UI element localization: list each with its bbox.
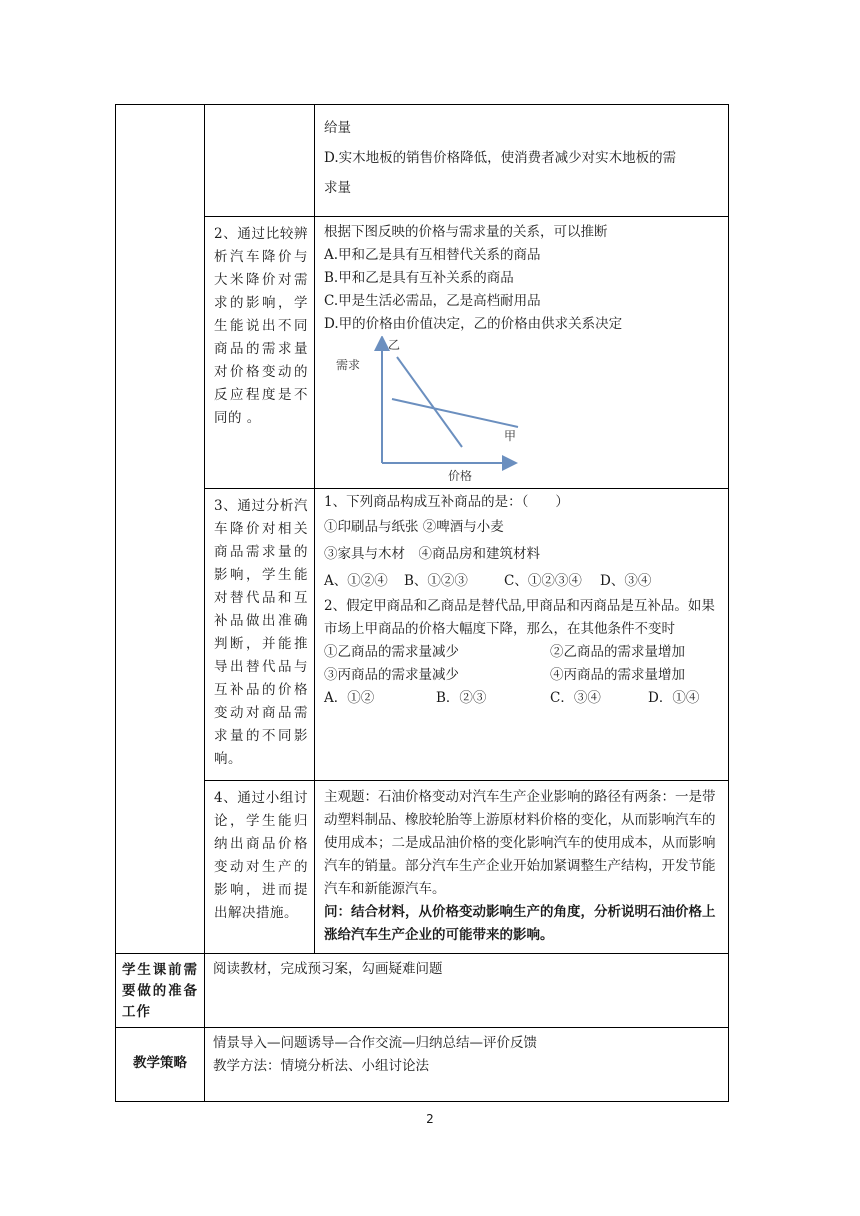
q3-1-stem: 1、下列商品构成互补商品的是：（ ） [324, 494, 569, 510]
q3-2-items-row-2 [324, 664, 723, 687]
q3-1-choices [324, 568, 723, 595]
objective-row-4 [116, 781, 729, 954]
q3-2-item-4: ④丙商品的需求量增加 [550, 667, 685, 683]
curve-jia [392, 399, 518, 427]
q4-material: 主观题：石油价格变动对汽车生产企业影响的路径有两条：一是带动塑料制品、橡胶轮胎等上游原材料价格的变化，从而影响汽车的使用成本；二是成品油价格的变化影响汽车的使用成本，从而影响汽车的销量。部分汽车生产企业开始加紧调整生产结构，开发节能汽车和新能源汽车。 [324, 789, 716, 897]
prep-content: 阅读教材，完成预习案，勾画疑难问题 [213, 961, 443, 977]
cont-line-1: 给量 [324, 120, 351, 136]
objective-row-3 [116, 489, 729, 781]
objective-4-text: 4、通过小组讨论，学生能归纳出商品价格变动对生产的影响，进而提出解决措施。 [214, 790, 308, 921]
q2-option-a: A.甲和乙是具有互相替代关系的商品 [324, 247, 541, 263]
q2-option-d: D.甲的价格由价值决定，乙的价格由供求关系决定 [324, 316, 623, 332]
q3-2-choice-a: A．①② [324, 690, 375, 706]
strategy-row [116, 1028, 729, 1102]
question-4-cell [315, 781, 729, 954]
merged-left-cell [116, 105, 205, 954]
demand-price-graph [328, 336, 528, 481]
label-jia: 甲 [504, 429, 517, 443]
continuation-row [116, 105, 729, 217]
page-number: 2 [426, 1112, 434, 1126]
q3-2-item-3: ③丙商品的需求量减少 [324, 667, 459, 683]
q3-2-choices [324, 687, 723, 710]
empty-objective-cell [205, 105, 315, 217]
objective-row-2 [116, 217, 729, 489]
label-demand: 需求 [336, 358, 361, 372]
strategy-label: 教学策略 [133, 1055, 187, 1071]
strategy-content-cell [205, 1028, 729, 1102]
strategy-line-1: 情景导入—问题诱导—合作交流—归纳总结—评价反馈 [213, 1035, 537, 1051]
q4-question: 问：结合材料，从价格变动影响生产的角度，分析说明石油价格上涨给汽车生产企业的可能带来的影响。 [324, 904, 716, 943]
question-3-cell [315, 489, 729, 781]
q3-2-stem: 2、假定甲商品和乙商品是替代品,甲商品和丙商品是互补品。如果市场上甲商品的价格大幅度下降，那么，在其他条件不变时 [324, 598, 715, 637]
q3-2-item-1: ①乙商品的需求量减少 [324, 644, 459, 660]
q3-2-choice-d: D．①④ [648, 690, 700, 706]
strategy-label-cell [116, 1028, 205, 1102]
q2-option-c: C.甲是生活必需品，乙是高档耐用品 [324, 293, 541, 309]
graph-svg [328, 336, 528, 481]
q3-1-choice-c: C、①②③④ [504, 573, 582, 589]
prep-label: 学生课前需要做的准备工作 [122, 962, 198, 1020]
objective-4-cell [205, 781, 315, 954]
objective-3-cell [205, 489, 315, 781]
strategy-line-2: 教学方法：情境分析法、小组讨论法 [213, 1058, 429, 1074]
q2-stem: 根据下图反映的价格与需求量的关系，可以推断 [324, 224, 608, 240]
cont-line-3: 求量 [324, 180, 351, 196]
q3-2-items-row-1 [324, 641, 723, 664]
cont-line-2: D.实木地板的销售价格降低，使消费者减少对实木地板的需 [324, 150, 677, 166]
q3-1-choice-d: D、③④ [600, 573, 652, 589]
objective-2-cell [205, 217, 315, 489]
prep-content-cell [205, 954, 729, 1028]
label-yi: 乙 [388, 338, 401, 352]
q3-1-line-2: ③家具与木材 ④商品房和建筑材料 [324, 546, 540, 562]
continuation-cell [315, 105, 729, 217]
q3-2-choice-c: C．③④ [550, 690, 601, 706]
prep-row [116, 954, 729, 1028]
objective-2-text: 2、通过比较辨析汽车降价与大米降价对需求的影响，学生能说出不同商品的需求量对价格变动的反应程度是不同的 。 [214, 226, 308, 426]
q3-1-choice-b: B、①②③ [404, 573, 468, 589]
q3-2-item-2: ②乙商品的需求量增加 [550, 644, 685, 660]
question-2-cell [315, 217, 729, 489]
label-price: 价格 [448, 469, 473, 481]
q3-1-choice-a: A、①②④ [324, 573, 388, 589]
q3-2-choice-b: B．②③ [436, 690, 487, 706]
lesson-plan-table [115, 104, 729, 1102]
objective-3-text: 3、通过分析汽车降价对相关商品需求量的影响，学生能对替代品和互补品做出准确判断，并能推导出替代品与互补品的价格变动对商品需求量的不同影响。 [214, 498, 308, 767]
prep-label-cell [116, 954, 205, 1028]
q3-1-line-1: ①印刷品与纸张 ②啤酒与小麦 [324, 519, 504, 535]
q2-option-b: B.甲和乙是具有互补关系的商品 [324, 270, 514, 286]
